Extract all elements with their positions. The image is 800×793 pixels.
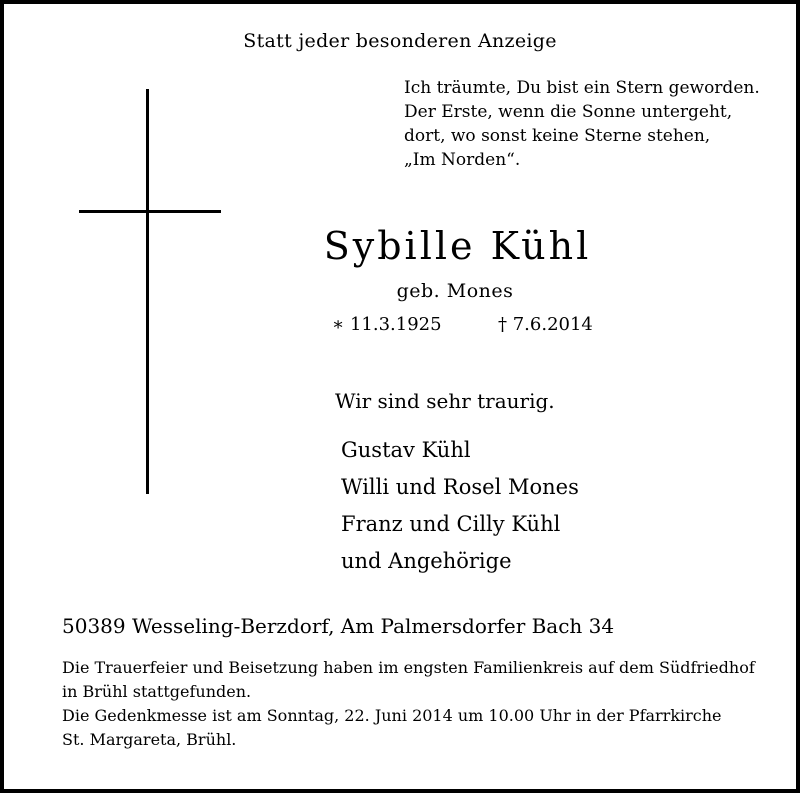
mourners-list xyxy=(341,432,579,580)
info-line: in Brühl stattgefunden. xyxy=(62,682,252,701)
poem xyxy=(404,76,760,172)
poem-line: Der Erste, wenn die Sonne untergeht, xyxy=(404,102,733,122)
poem-line: Ich träumte, Du bist ein Stern geworden. xyxy=(404,78,760,98)
address: 50389 Wesseling-Berzdorf, Am Palmersdorfer Bach 34 xyxy=(62,614,615,638)
info-line: Die Gedenkmesse ist am Sonntag, 22. Juni 2014 um 10.00 Uhr in der Pfarrkirche xyxy=(62,706,722,725)
deceased-name: Sybille Kühl xyxy=(323,224,592,268)
header-text: Statt jeder besonderen Anzeige xyxy=(243,30,557,52)
birth-date: ∗ 11.3.1925 xyxy=(332,314,442,335)
mourning-phrase: Wir sind sehr traurig. xyxy=(335,389,555,413)
death-date: † 7.6.2014 xyxy=(498,314,593,335)
mourner: und Angehörige xyxy=(341,549,512,573)
poem-line: dort, wo sonst keine Sterne stehen, xyxy=(404,126,711,146)
mourner: Willi und Rosel Mones xyxy=(341,475,579,499)
cross-horizontal-bar xyxy=(79,210,221,213)
mourner: Gustav Kühl xyxy=(341,438,471,462)
poem-line: „Im Norden“. xyxy=(404,150,521,170)
info-line: St. Margareta, Brühl. xyxy=(62,730,237,749)
maiden-name: geb. Mones xyxy=(396,280,514,302)
ceremony-info xyxy=(62,656,755,752)
mourner: Franz und Cilly Kühl xyxy=(341,512,561,536)
info-line: Die Trauerfeier und Beisetzung haben im engsten Familienkreis auf dem Südfriedhof xyxy=(62,658,755,677)
